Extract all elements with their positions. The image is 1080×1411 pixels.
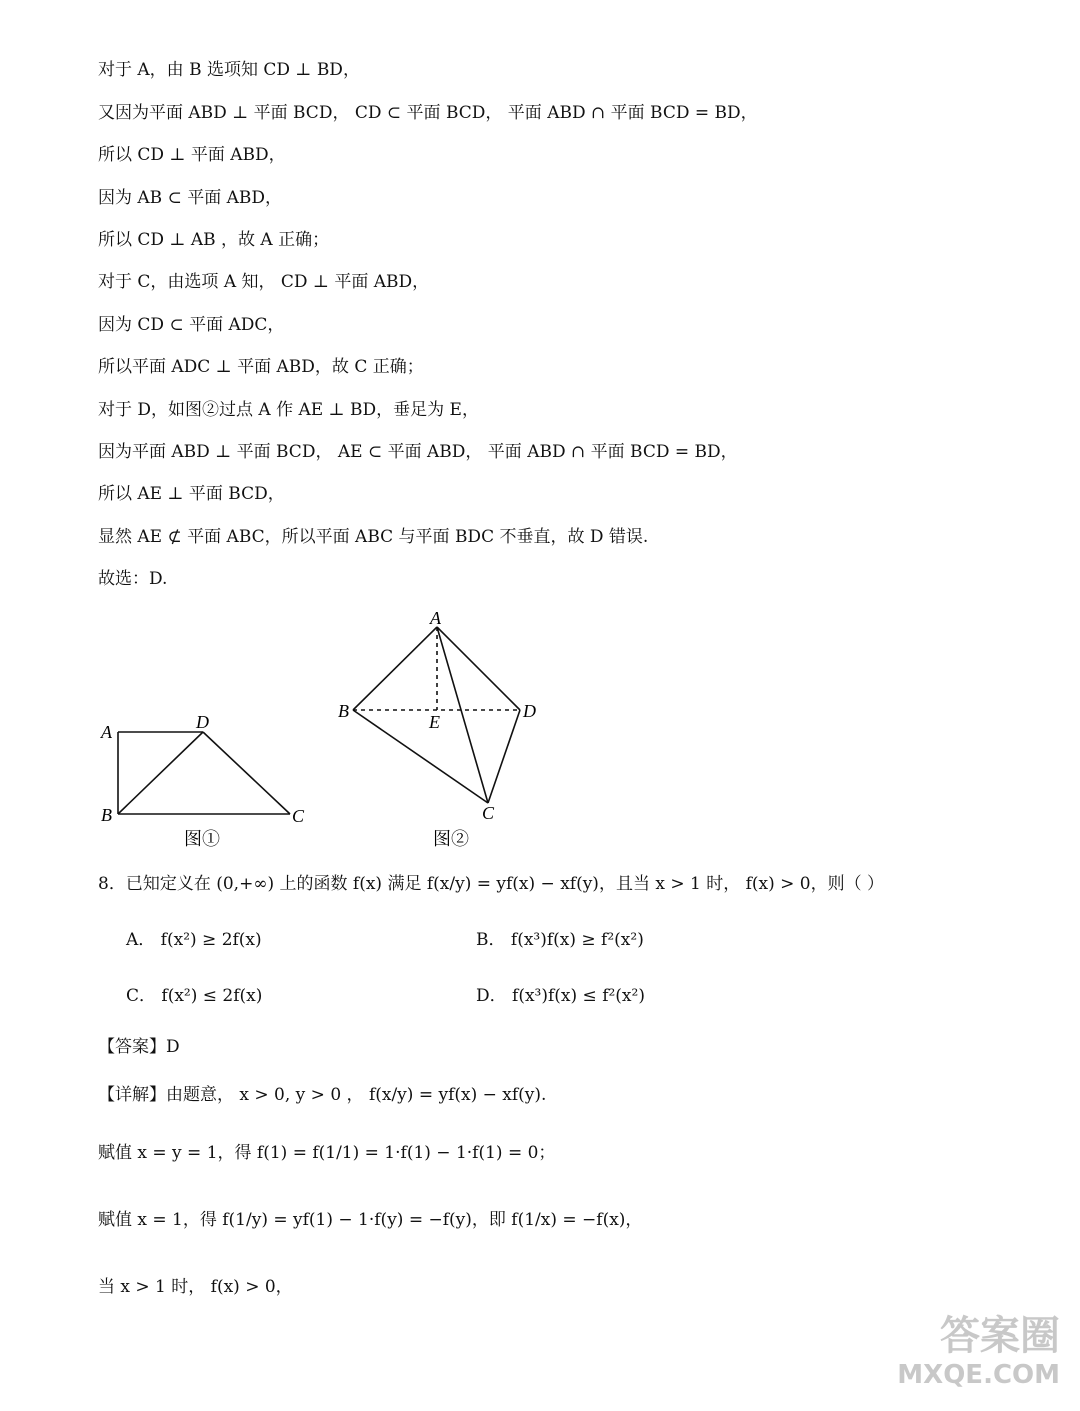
- fig2-label-D: D: [523, 701, 536, 721]
- fig1-label-D: D: [196, 712, 209, 732]
- option-c: C． f(x²) ≤ 2f(x): [126, 986, 263, 1006]
- fig2-label-B: B: [338, 701, 349, 721]
- text-line: 所以 CD ⊥ 平面 ABD，: [98, 145, 286, 165]
- text-line: 又因为平面 ABD ⊥ 平面 BCD， CD ⊂ 平面 BCD， 平面 ABD ∩ 平面 BCD = BD，: [98, 103, 758, 123]
- text-line: 所以 AE ⊥ 平面 BCD，: [98, 484, 285, 504]
- edge-DC: [203, 732, 290, 814]
- option-b: B． f(x³)f(x) ≥ f²(x²): [476, 930, 644, 950]
- edge-BC: [353, 710, 488, 803]
- fig1-label-C: C: [292, 806, 305, 826]
- geometry-figures: [0, 605, 1080, 865]
- text-line: 因为 CD ⊂ 平面 ADC，: [98, 315, 285, 335]
- solution-line: 【详解】由题意， x > 0, y > 0 ， f(x/y) = yf(x) − xf(y).: [98, 1085, 547, 1105]
- text-line: 对于 D，如图②过点 A 作 AE ⊥ BD，垂足为 E，: [98, 400, 479, 420]
- watermark-logo: [880, 1313, 1060, 1403]
- text-line: 显然 AE ⊄ 平面 ABC，所以平面 ABC 与平面 BDC 不垂直，故 D 错误.: [98, 527, 649, 547]
- text-line: 故选：D.: [98, 569, 168, 589]
- text-line: 所以 CD ⊥ AB ，故 A 正确；: [98, 230, 330, 250]
- fig1-caption: 图①: [184, 829, 220, 849]
- figure-1: [118, 732, 290, 814]
- edge-DC: [488, 710, 520, 803]
- solution-line: 赋值 x = y = 1，得 f(1) = f(1/1) = 1·f(1) − 1·f(1) = 0；: [98, 1143, 556, 1163]
- fig2-label-A: A: [430, 608, 441, 628]
- watermark-text: 答案圈: [940, 1313, 1060, 1359]
- text-line: 对于 C，由选项 A 知， CD ⊥ 平面 ABD，: [98, 272, 430, 292]
- text-line: 对于 A，由 B 选项知 CD ⊥ BD，: [98, 60, 360, 80]
- solution-line: 当 x > 1 时， f(x) > 0，: [98, 1277, 293, 1297]
- solution-line: 赋值 x = 1，得 f(1/y) = yf(1) − 1·f(y) = −f(y)，即 f(1/x) = −f(x)，: [98, 1210, 643, 1230]
- edge-BD: [118, 732, 203, 814]
- question-stem: 8．已知定义在 (0,+∞) 上的函数 f(x) 满足 f(x/y) = yf(x) − xf(y)，且当 x > 1 时， f(x) > 0，则（ ）: [98, 874, 885, 894]
- edge-AB: [353, 627, 437, 710]
- text-line: 因为平面 ABD ⊥ 平面 BCD， AE ⊂ 平面 ABD， 平面 ABD ∩ 平面 BCD = BD，: [98, 442, 738, 462]
- fig2-label-C: C: [482, 803, 495, 823]
- text-line: 所以平面 ADC ⊥ 平面 ABD，故 C 正确；: [98, 357, 424, 377]
- fig2-caption: 图②: [433, 829, 469, 849]
- watermark-url: MXQE.COM: [897, 1360, 1060, 1390]
- fig1-label-B: B: [101, 805, 112, 825]
- option-a: A． f(x²) ≥ 2f(x): [126, 930, 262, 950]
- fig1-label-A: A: [101, 722, 112, 742]
- fig2-label-E: E: [429, 712, 440, 732]
- option-d: D． f(x³)f(x) ≤ f²(x²): [476, 986, 645, 1006]
- answer-line: 【答案】D: [98, 1037, 180, 1057]
- text-line: 因为 AB ⊂ 平面 ABD，: [98, 188, 283, 208]
